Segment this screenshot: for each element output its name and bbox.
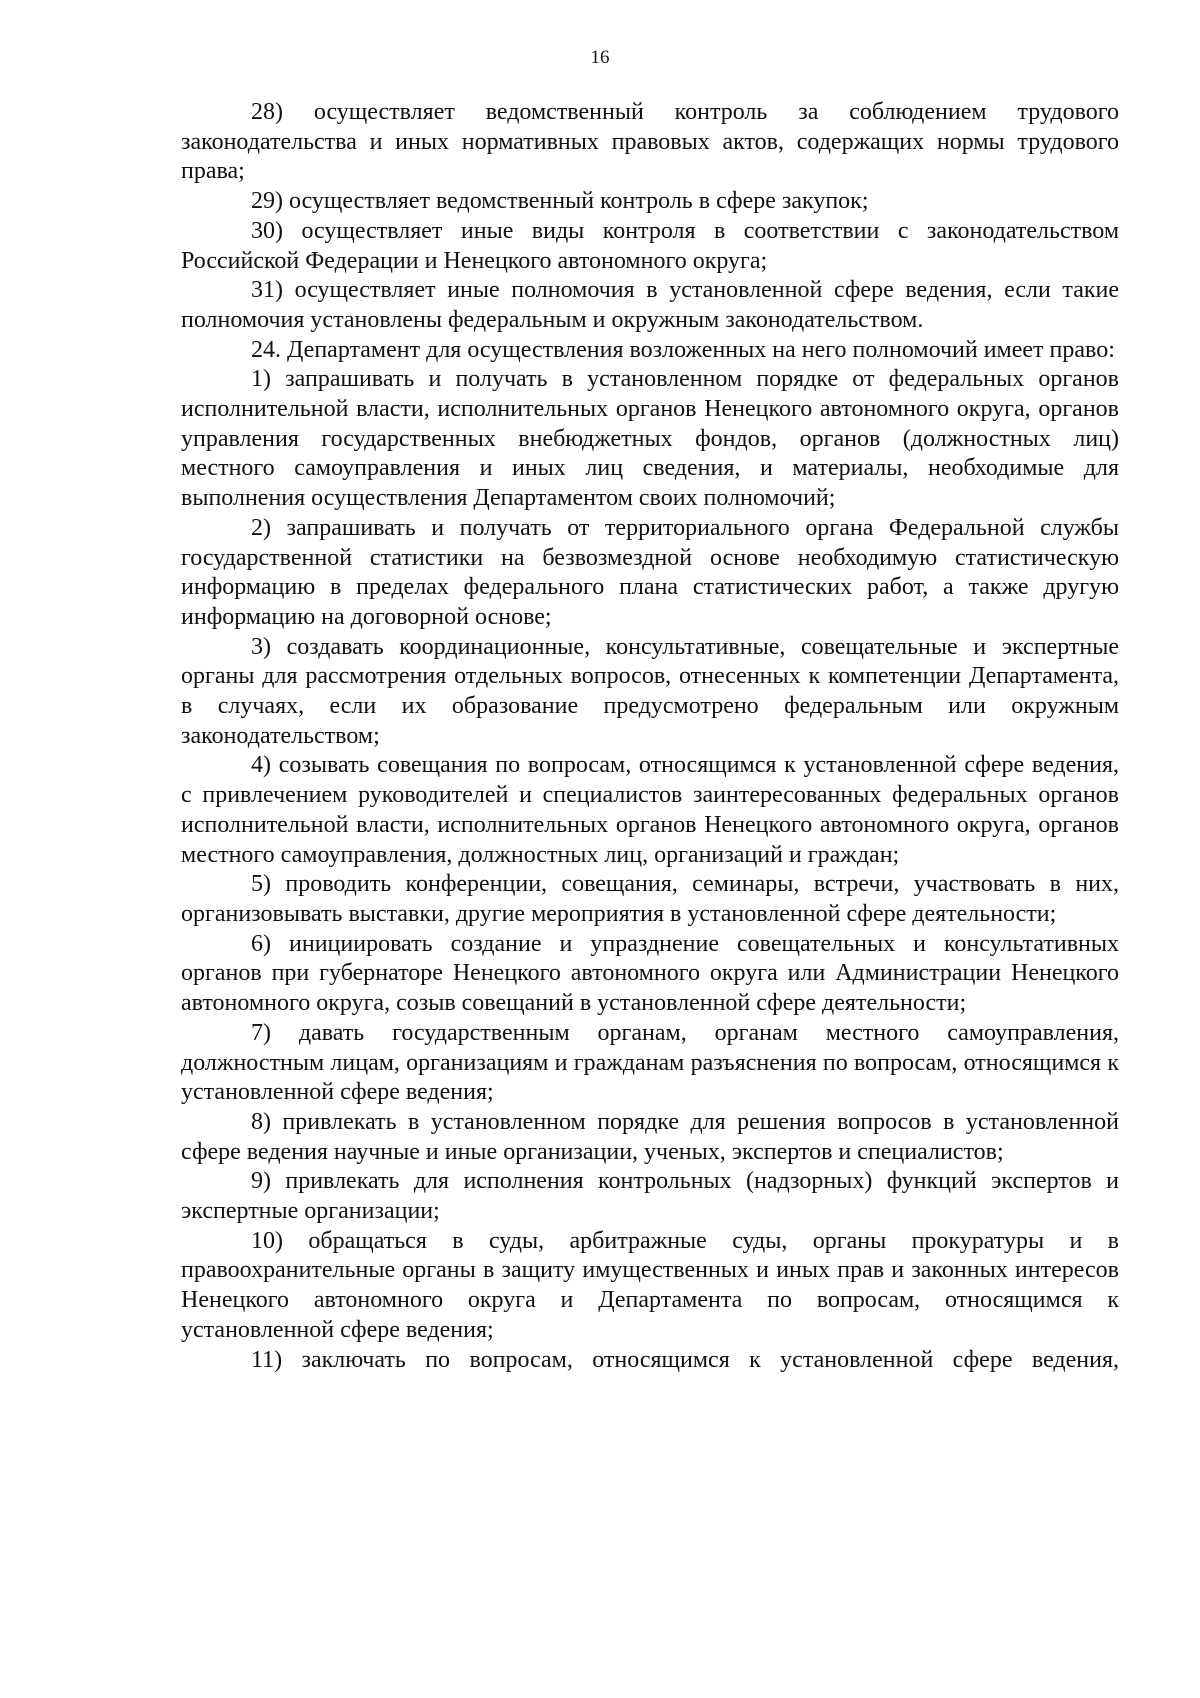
paragraph-right-4: 4) созывать совещания по вопросам, относящимся к установленной сфере ведения, с привлечением руководителей и специалистов заинтересованных федеральных органов исполнительной власти, исполнительных органов Ненецкого автономного округа, органов местного самоуправления, должностных лиц, организаций и граждан;	[181, 752, 1119, 868]
paragraph-right-8: 8) привлекать в установленном порядке для решения вопросов в установленной сфере ведения научные и иные организации, ученых, экспертов и специалистов;	[181, 1108, 1119, 1165]
paragraph-right-7: 7) давать государственным органам, органам местного самоуправления, должностным лицам, организациям и гражданам разъяснения по вопросам, относящимся к установленной сфере ведения;	[181, 1019, 1119, 1106]
paragraph-right-5: 5) проводить конференции, совещания, семинары, встречи, участвовать в них, организовывать выставки, другие мероприятия в установленной сфере деятельности;	[181, 871, 1119, 927]
paragraph-right-6: 6) инициировать создание и упразднение совещательных и консультативных органов при губернаторе Ненецкого автономного округа или Администрации Ненецкого автономного округа, созыв совещаний в установленной сфере деятельности;	[181, 930, 1119, 1017]
paragraph-item-30: 30) осуществляет иные виды контроля в соответствии с законодательством Российской Федерации и Ненецкого автономного округа;	[181, 217, 1119, 274]
page-number: 16	[590, 47, 610, 68]
paragraph-item-29: 29) осуществляет ведомственный контроль в сфере закупок;	[251, 188, 869, 215]
paragraph-right-10: 10) обращаться в суды, арбитражные суды, органы прокуратуры и в правоохранительные органы в защиту имущественных и иных прав и законных интересов Ненецкого автономного округа и Департамента по вопросам, относящимся к установленной сфере ведения;	[181, 1227, 1119, 1343]
paragraph-right-2: 2) запрашивать и получать от территориального органа Федеральной службы государственной статистики на безвозмездной основе необходимую статистическую информацию в пределах федерального плана статистических работ, а также другую информацию на договорной основе;	[181, 514, 1119, 630]
paragraph-right-1: 1) запрашивать и получать в установленном порядке от федеральных органов исполнительной власти, исполнительных органов Ненецкого автономного округа, органов управления государственных внебюджетных фондов, органов (должностных лиц) местного самоуправления и иных лиц сведения, и материалы, необходимые для выполнения осуществления Департаментом своих полномочий;	[181, 366, 1119, 512]
paragraph-clause-24: 24. Департамент для осуществления возложенных на него полномочий имеет право:	[251, 336, 1115, 363]
paragraph-right-9: 9) привлекать для исполнения контрольных (надзорных) функций экспертов и экспертные организации;	[181, 1168, 1119, 1225]
paragraph-item-28: 28) осуществляет ведомственный контроль за соблюдением трудового законодательства и иных нормативных правовых актов, содержащих нормы трудового права;	[181, 99, 1119, 185]
paragraph-right-3: 3) создавать координационные, консультативные, совещательные и экспертные органы для рассмотрения отдельных вопросов, отнесенных к компетенции Департамента, в случаях, если их образование предусмотрено федеральным или окружным законодательством;	[181, 633, 1119, 749]
document-body	[181, 98, 1119, 1375]
paragraph-right-11: 11) заключать по вопросам, относящимся к установленной сфере ведения,	[251, 1346, 1119, 1373]
paragraph-item-31: 31) осуществляет иные полномочия в установленной сфере ведения, если такие полномочия установлены федеральным и окружным законодательством.	[181, 277, 1119, 333]
